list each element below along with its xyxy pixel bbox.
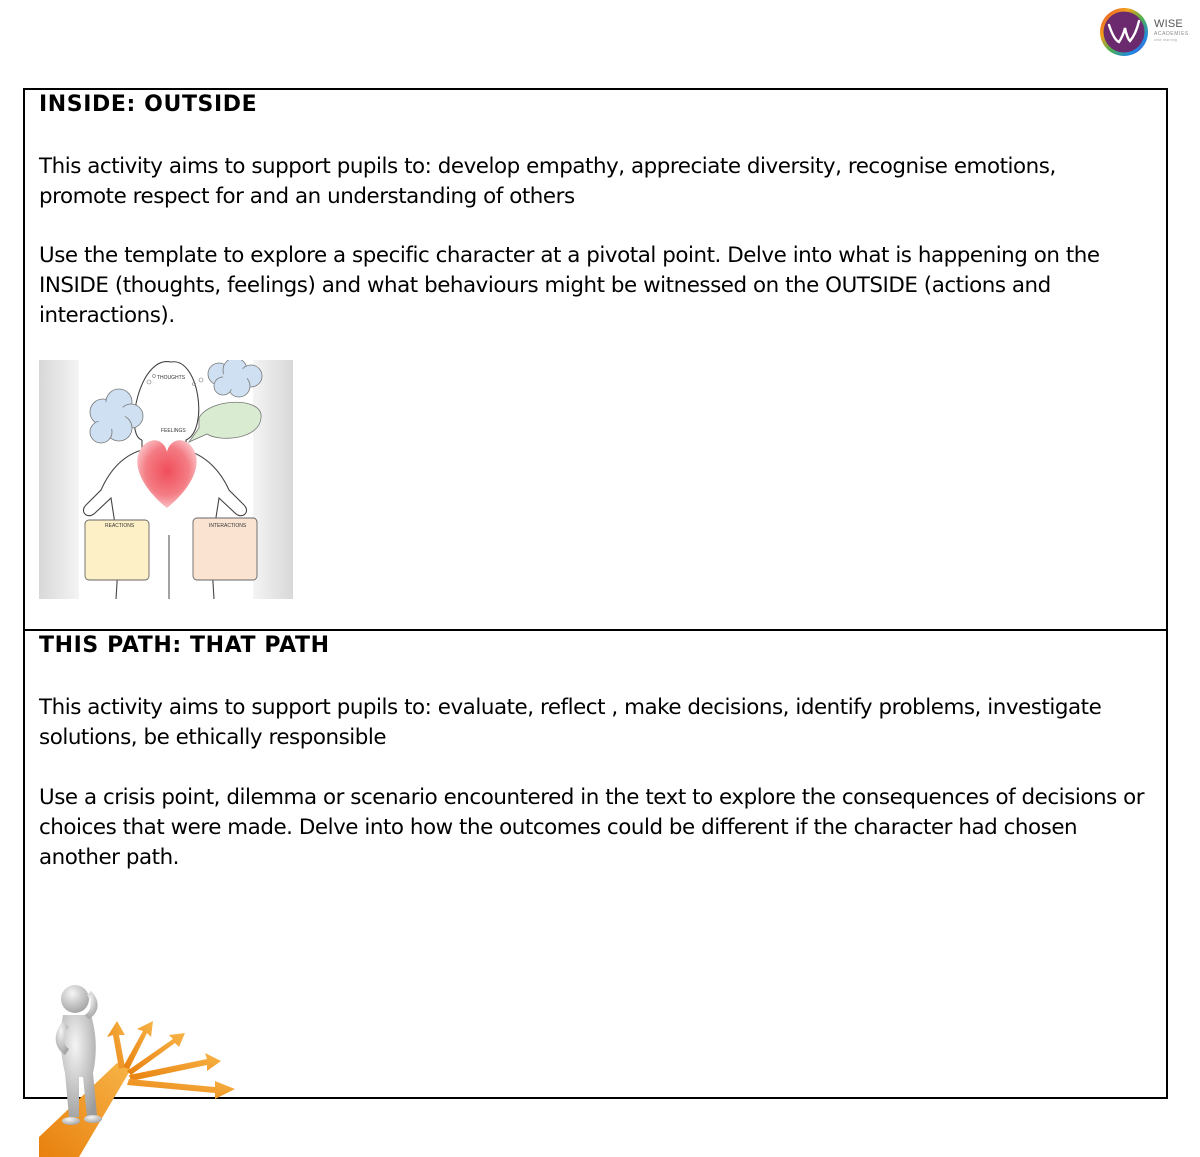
reactions-box [85, 520, 149, 580]
logo-tagline: wise learning [1154, 38, 1178, 42]
logo-emblem-icon [1098, 6, 1150, 58]
section-aims: This activity aims to support pupils to: evaluate, reflect , make decisions, identify problems, investigate solutions, be ethically responsible [39, 695, 1102, 750]
thoughts-label: THOUGHTS [157, 375, 186, 381]
logo-subtitle: ACADEMIES [1154, 31, 1189, 37]
section-title: THIS PATH: THAT PATH [39, 633, 330, 658]
activity-table [23, 88, 1168, 1099]
thinking-person-icon [56, 985, 102, 1125]
section-instructions: Use the template to explore a specific character at a pivotal point. Delve into what is happening on the INSIDE (thoughts, feelings) and what behaviours might be witnessed on the OUTSIDE (actions and interactions). [39, 243, 1100, 328]
crossroads-figure-image [39, 977, 239, 1157]
logo-brand: WISE [1154, 18, 1183, 30]
section-instructions: Use a crisis point, dilemma or scenario encountered in the text to explore the consequences of decisions or choices that were made. Delve into how the outcomes could be different if the character had chosen another path. [39, 785, 1145, 870]
reactions-label: REACTIONS [105, 523, 135, 529]
interactions-label: INTERACTIONS [209, 523, 247, 529]
inside-outside-template-image [39, 360, 293, 599]
section-aims: This activity aims to support pupils to: develop empathy, appreciate diversity, recognise emotions, promote respect for and an understanding of others [39, 154, 1056, 209]
wise-academies-logo [1098, 6, 1194, 58]
logo-text [1154, 19, 1189, 42]
section-title: INSIDE: OUTSIDE [39, 92, 258, 117]
branching-arrows [107, 1021, 235, 1099]
feelings-label: FEELINGS [161, 428, 186, 434]
section-this-path-that-path [25, 631, 1166, 1097]
section-inside-outside [25, 90, 1166, 631]
